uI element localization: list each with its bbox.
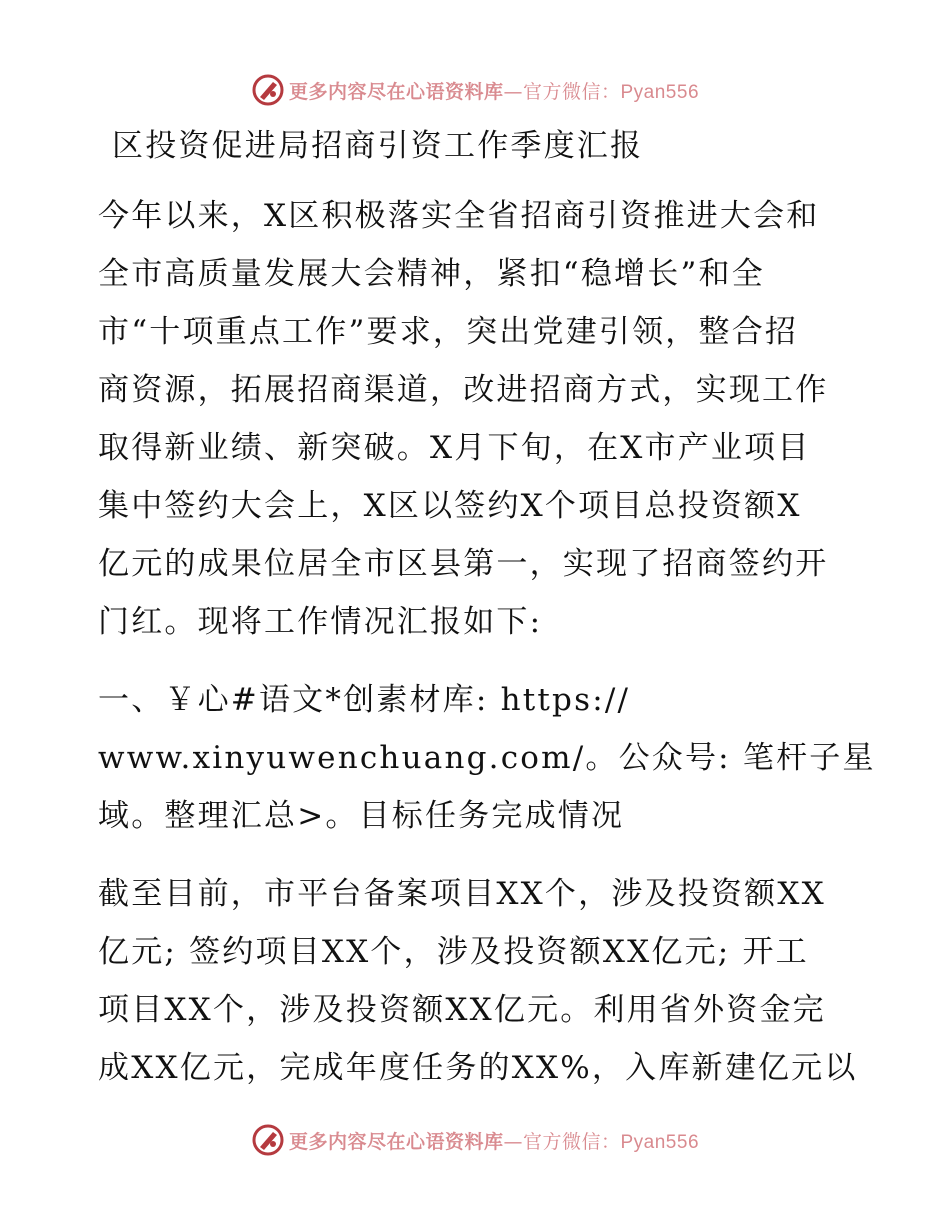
body-line: 集中签约大会上，X区以签约X个项目总投资额X xyxy=(98,488,802,524)
brand-logo-icon xyxy=(251,1123,285,1157)
body-line: 亿元的成果位居全市区县第一，实现了招商签约开 xyxy=(98,546,829,582)
section-heading-line: 域。整理汇总>。目标任务完成情况 xyxy=(98,798,625,834)
watermark-main-text: 更多内容尽在心语资料库 xyxy=(288,1130,504,1153)
footer-watermark xyxy=(0,1120,950,1160)
body-line: 门红。现将工作情况汇报如下: xyxy=(98,604,543,640)
body-line: 截至目前，市平台备案项目XX个，涉及投资额XX xyxy=(98,876,826,912)
body-line: 商资源，拓展招商渠道，改进招商方式，实现工作 xyxy=(98,372,829,408)
body-line: 取得新业绩、新突破。X月下旬，在X市产业项目 xyxy=(98,430,811,466)
section-heading-line: 一、￥心#语文*创素材库: https:// xyxy=(98,682,631,718)
watermark-label: 官方微信： xyxy=(522,80,621,103)
watermark-main-text: 更多内容尽在心语资料库 xyxy=(288,80,504,103)
watermark-label: 官方微信： xyxy=(522,1130,621,1153)
body-line: 全市高质量发展大会精神，紧扣“稳增长”和全 xyxy=(98,256,765,292)
body-line: 亿元; 签约项目XX个，涉及投资额XX亿元; 开工 xyxy=(98,934,809,970)
brand-logo-icon xyxy=(251,73,285,107)
header-watermark xyxy=(0,70,950,110)
watermark-separator: — xyxy=(503,80,523,103)
watermark-separator: — xyxy=(503,1130,523,1153)
watermark-wechat-id: Pyan556 xyxy=(620,1131,700,1153)
document-title: 区投资促进局招商引资工作季度汇报 xyxy=(112,128,644,164)
body-line: 市“十项重点工作”要求，突出党建引领，整合招 xyxy=(98,314,799,350)
body-line: 项目XX个，涉及投资额XX亿元。利用省外资金完 xyxy=(98,992,826,1028)
body-line: 今年以来，X区积极落实全省招商引资推进大会和 xyxy=(98,198,820,234)
body-line: 成XX亿元，完成年度任务的XX%，入库新建亿元以 xyxy=(98,1050,858,1086)
section-heading-line: www.xinyuwenchuang.com/。公众号: 笔杆子星 xyxy=(98,740,876,776)
watermark-wechat-id: Pyan556 xyxy=(620,81,700,103)
